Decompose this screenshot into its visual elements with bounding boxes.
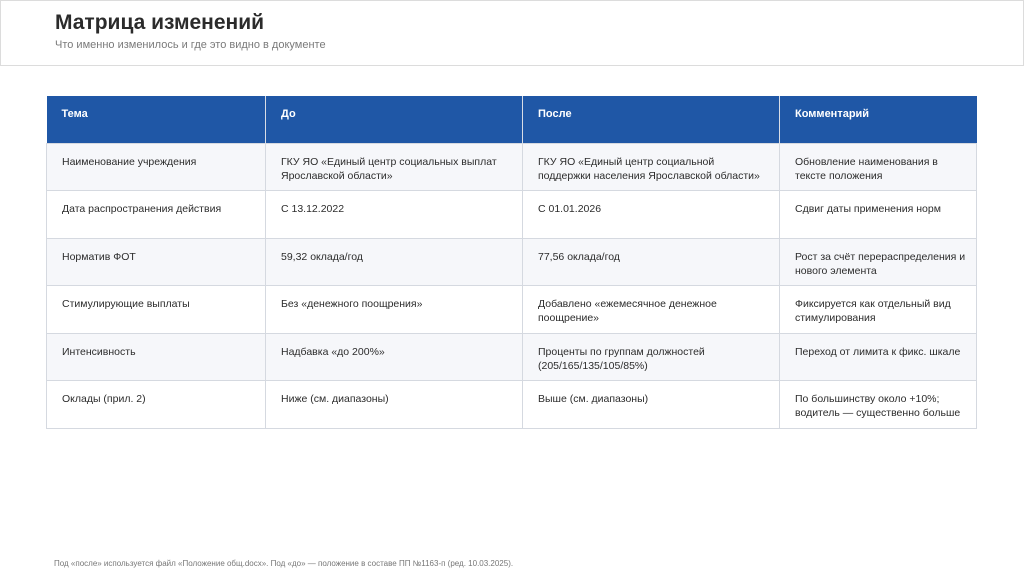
cell-text: Надбавка «до 200%» — [281, 345, 385, 358]
cell-text: Рост за счёт перераспределения и нового элемента — [795, 250, 966, 277]
cell-comment — [780, 286, 977, 334]
cell-after — [523, 143, 780, 191]
cell-comment — [780, 381, 977, 429]
cell-text: Обновление наименования в тексте положения — [795, 155, 938, 182]
cell-text: С 13.12.2022 — [281, 203, 345, 215]
cell-text: Норматив ФОТ — [62, 250, 136, 263]
table-row — [47, 238, 977, 286]
cell-text: Добавлено «ежемесячное денежное поощрение» — [538, 298, 717, 324]
cell-text: 77,56 оклада/год — [538, 250, 620, 263]
cell-topic — [47, 381, 266, 429]
cell-text: Стимулирующие выплаты — [62, 298, 190, 310]
table-row — [47, 333, 977, 381]
cell-text: ГКУ ЯО «Единый центр социальных выплат Ярославской области» — [281, 155, 497, 182]
cell-after — [523, 333, 780, 381]
cell-before — [266, 333, 523, 381]
column-header-topic: Тема — [47, 96, 266, 143]
cell-text: Наименование учреждения — [62, 155, 197, 168]
column-header-comment: Комментарий — [780, 96, 977, 143]
table-row — [47, 143, 977, 191]
changes-matrix-table — [46, 96, 977, 429]
page-title: Матрица изменений — [55, 11, 265, 34]
cell-text: 59,32 оклада/год — [281, 250, 363, 263]
cell-text: Выше (см. диапазоны) — [538, 393, 649, 405]
cell-text: Интенсивность — [62, 345, 136, 358]
table-row — [47, 381, 977, 429]
cell-topic — [47, 286, 266, 334]
cell-before — [266, 143, 523, 191]
header-panel — [0, 0, 1024, 66]
cell-text: С 01.01.2026 — [538, 203, 602, 215]
cell-text: Ниже (см. диапазоны) — [281, 393, 389, 405]
column-header-before: До — [266, 96, 523, 143]
cell-after — [523, 191, 780, 239]
cell-comment — [780, 191, 977, 239]
cell-text: Оклады (прил. 2) — [62, 393, 146, 405]
page-subtitle: Что именно изменилось и где это видно в документе — [55, 39, 326, 51]
cell-before — [266, 286, 523, 334]
cell-text: Без «денежного поощрения» — [281, 298, 423, 310]
cell-text: Проценты по группам должностей (205/165/135/105/85%) — [538, 345, 705, 372]
cell-topic — [47, 191, 266, 239]
table-row — [47, 286, 977, 334]
cell-before — [266, 191, 523, 239]
cell-topic — [47, 238, 266, 286]
cell-before — [266, 238, 523, 286]
cell-text: Сдвиг даты применения норм — [795, 203, 941, 215]
cell-text: Фиксируется как отдельный вид стимулирования — [795, 298, 951, 324]
cell-topic — [47, 143, 266, 191]
cell-comment — [780, 143, 977, 191]
cell-comment — [780, 238, 977, 286]
cell-before — [266, 381, 523, 429]
cell-text: Переход от лимита к фикс. шкале — [795, 345, 961, 358]
cell-after — [523, 238, 780, 286]
cell-after — [523, 286, 780, 334]
cell-topic — [47, 333, 266, 381]
table-header-row — [47, 96, 977, 143]
column-header-after: После — [523, 96, 780, 143]
footnote: Под «после» используется файл «Положение общ.docx». Под «до» — положение в составе ПП №1163-п (ред. 10.03.2025). — [54, 559, 514, 568]
cell-text: По большинству около +10%; водитель — существенно больше — [795, 393, 961, 419]
cell-text: Дата распространения действия — [62, 203, 222, 215]
table-row — [47, 191, 977, 239]
cell-after — [523, 381, 780, 429]
cell-text: ГКУ ЯО «Единый центр социальной поддержки населения Ярославской области» — [538, 155, 760, 182]
cell-comment — [780, 333, 977, 381]
